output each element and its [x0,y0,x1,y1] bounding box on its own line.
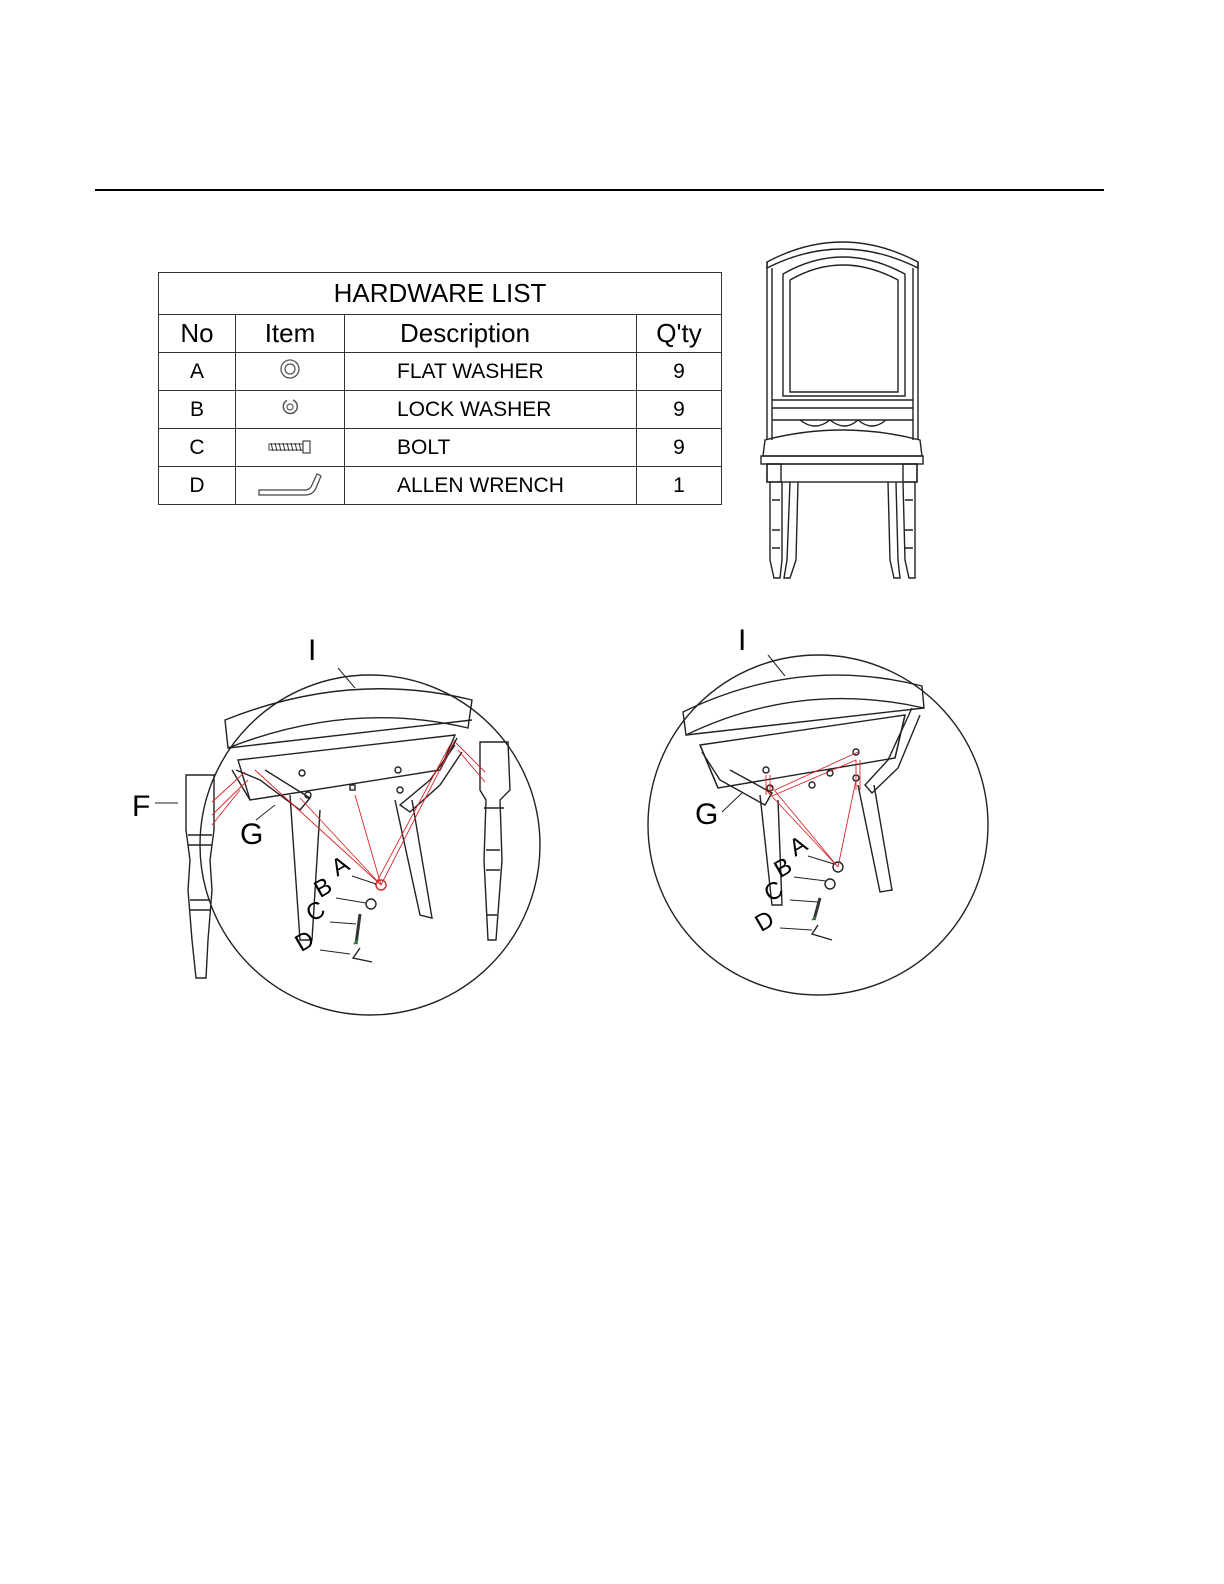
label-i-left: I [308,634,317,667]
label-i-right: I [738,624,747,657]
row-qty: 9 [637,391,722,429]
row-description: ALLEN WRENCH [345,467,637,505]
row-no: D [159,467,236,505]
column-header-qty: Q'ty [637,315,722,353]
label-c-right: C [759,875,788,908]
label-b-left: B [309,872,337,904]
row-qty: 9 [637,429,722,467]
label-b-right: B [769,852,797,884]
label-f: F [132,790,151,823]
row-no: A [159,353,236,391]
row-no: C [159,429,236,467]
label-d-left: D [290,925,319,958]
column-header-item: Item [236,315,345,353]
column-header-no: No [159,315,236,353]
row-qty: 1 [637,467,722,505]
left-detail-guide-lines [212,740,485,885]
column-header-description: Description [345,315,637,353]
chair-illustration [761,242,923,578]
row-description: FLAT WASHER [345,353,637,391]
label-a-left: A [326,850,354,883]
row-qty: 9 [637,353,722,391]
row-description: BOLT [345,429,637,467]
label-g-left: G [240,818,264,851]
label-d-right: D [750,905,779,938]
label-a-right: A [784,830,812,863]
hardware-list-title: HARDWARE LIST [159,273,722,315]
row-description: LOCK WASHER [345,391,637,429]
row-no: B [159,391,236,429]
label-g-right: G [695,798,719,831]
label-c-left: C [301,895,330,928]
